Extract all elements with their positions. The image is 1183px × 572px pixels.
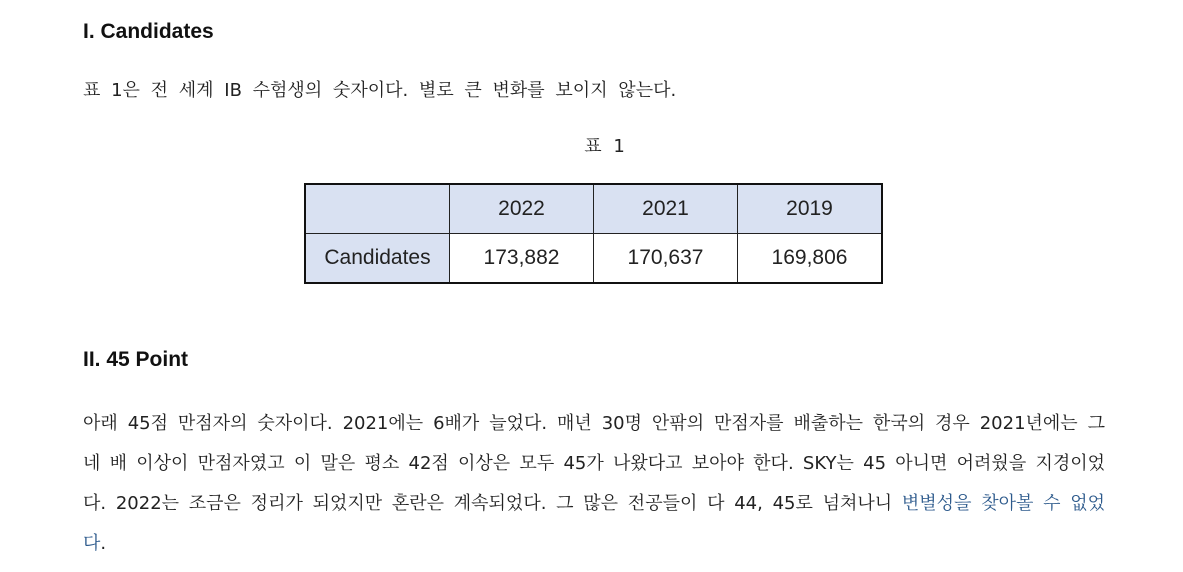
section-heading-candidates: I. Candidates bbox=[83, 20, 214, 43]
table-row bbox=[305, 234, 882, 284]
table-cell: 169,806 bbox=[738, 234, 883, 284]
table-header-cell: 2019 bbox=[738, 184, 883, 234]
table-header-cell bbox=[305, 184, 450, 234]
candidates-table bbox=[304, 183, 883, 284]
candidates-paragraph: 표 1은 전 세계 IB 수험생의 숫자이다. 별로 큰 변화를 보이지 않는다. bbox=[83, 80, 677, 101]
highlighted-phrase: 변별성을 찾아볼 수 없었다 bbox=[83, 493, 1105, 554]
table-header-cell: 2022 bbox=[450, 184, 594, 234]
table-caption bbox=[0, 134, 1183, 160]
table-cell: 170,637 bbox=[594, 234, 738, 284]
paragraph-end: . bbox=[100, 533, 107, 554]
table-header-row bbox=[305, 184, 882, 234]
paragraph-text: 아래 45점 만점자의 숫자이다. 2021에는 6배가 늘었다. 매년 30명 안팎의 만점자를 배출하는 한국의 경우 2021년에는 그 네 배 이상이 만점자였고 이 말은 평소 42점 이상은 모두 45가 나왔다고 보아야 한다. SKY는 45 아니면 어려웠을 지경이었다. 2022는 조금은 정리가 되었지만 혼란은 계속되었다. 그 많은 전공들이 다 44, 45로 넘쳐나니 bbox=[83, 413, 1105, 514]
table-caption-text: 표 1 bbox=[584, 136, 625, 157]
table-cell: 173,882 bbox=[450, 234, 594, 284]
table-header-cell: 2021 bbox=[594, 184, 738, 234]
table-row-label: Candidates bbox=[305, 234, 450, 284]
45-point-paragraph bbox=[83, 404, 1105, 564]
section-heading-45-point: II. 45 Point bbox=[83, 348, 189, 371]
